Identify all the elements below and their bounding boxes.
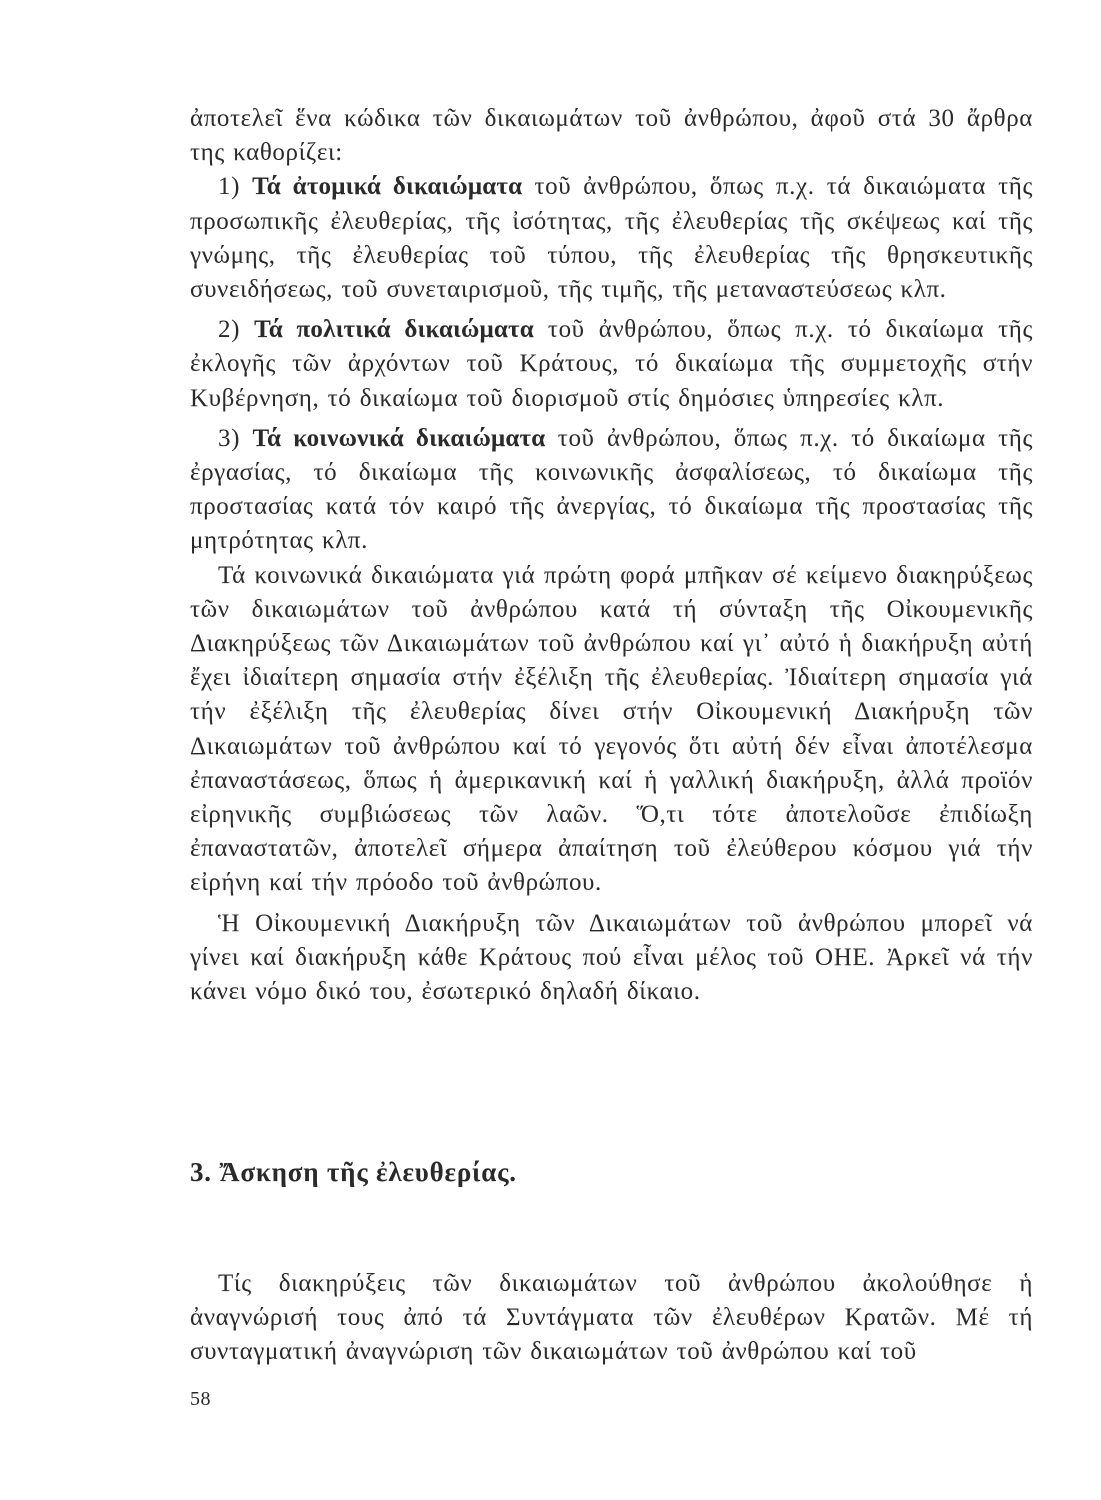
list-item-text: τοῦ ἀνθρώπου, ὅπως π.χ. τά δικαιώματα τῆς προσωπικῆς ἐλευθερίας, τῆς ἰσότητας, τῆς ἐλευθερίας τῆς σκέψεως καί τῆς γνώμης, τῆς ἐλευθερίας τοῦ τύπου, τῆς ἐλευθερίας τῆς θρησκευτικῆς συνειδήσεως, τοῦ συνεταιρισμοῦ, τῆς τιμῆς, τῆς μεταναστεύσεως κλπ. — [190, 173, 1033, 304]
list-item-number: 2) — [218, 316, 255, 344]
list-item-political-rights — [190, 313, 1033, 416]
section-heading: 3. Ἄσκηση τῆς ἐλευθερίας. — [190, 1157, 517, 1187]
list-item-term: Τά πολιτικά δικαιώματα — [254, 316, 534, 344]
list-item-number: 3) — [218, 424, 253, 452]
list-item-individual-rights — [190, 170, 1033, 307]
section-body-text — [190, 1267, 1033, 1370]
list-item-text: τοῦ ἀνθρώπου, ὅπως π.χ. τό δικαίωμα τῆς ἐργασίας, τό δικαίωμα τῆς κοινωνικῆς ἀσφαλίσεως, τό δικαίωμα τῆς προστασίας κατά τόν καιρό τῆς ἀνεργίας, τό δικαίωμα τῆς προστασίας τῆς μητρότητας κλπ. — [190, 424, 1033, 555]
social-rights-paragraph: Τά κοινωνικά δικαιώματα γιά πρώτη φορά μπῆκαν σέ κείμενο διακηρύξεως τῶν δικαιωμάτων τοῦ ἀνθρώπου κατά τή σύνταξη τῆς Οἰκουμενικῆς Διακηρύξεως τῶν Δικαιωμάτων τοῦ ἀνθρώπου καί γι᾿ αὐτό ἡ διακήρυξη αὐτή ἔχει ἰδιαίτερη σημασία στήν ἐξέλιξη τῆς ἐλευθερίας. Ἰδιαίτερη σημασία γιά τήν ἐξέλιξη τῆς ἐλευθερίας δίνει στήν Οἰκουμενική Διακήρυξη τῶν Δικαιωμάτων τοῦ ἀνθρώπου καί τό γεγονός ὅτι αὐτή δέν εἶναι ἀποτέλεσμα ἐπαναστάσεως, ὅπως ἡ ἀμερικανική καί ἡ γαλλική διακήρυξη, ἀλλά προϊόν εἰρηνικῆς συμβιώσεως τῶν λαῶν. Ὅ,τι τότε ἀποτελοῦσε ἐπιδίωξη ἐπαναστατῶν, ἀποτελεῖ σήμερα ἀπαίτηση τοῦ ἐλεύθερου κόσμου γιά τήν εἰρήνη καί τήν πρόοδο τοῦ ἀνθρώπου. — [190, 561, 1033, 897]
list-item-term: Τά ἀτομικά δικαιώματα — [252, 173, 523, 201]
list-item-term: Τά κοινωνικά δικαιώματα — [252, 424, 546, 452]
list-item-text: τοῦ ἀνθρώπου, ὅπως π.χ. τό δικαίωμα τῆς ἐκλογῆς τῶν ἀρχόντων τοῦ Κράτους, τό δικαίωμα τῆς συμμετοχῆς στήν Κυβέρνηση, τό δικαίωμα τοῦ διορισμοῦ στίς δημόσιες ὑπηρεσίες κλπ. — [190, 316, 1033, 412]
list-item-number: 1) — [218, 173, 253, 201]
section-paragraph: Τίς διακηρύξεις τῶν δικαιωμάτων τοῦ ἀνθρώπου ἀκολούθησε ἡ ἀναγνώρισή τους ἀπό τά Συντάγματα τῶν ἐλευθέρων Κρατῶν. Μέ τή συνταγματική ἀναγνώριση τῶν δικαιωμάτων τοῦ ἀνθρώπου καί τοῦ — [190, 1270, 1033, 1366]
list-item-social-rights — [190, 422, 1033, 559]
intro-paragraph: ἀποτελεῖ ἕνα κώδικα τῶν δικαιωμάτων τοῦ ἀνθρώπου, ἀφοῦ στά 30 ἄρθρα της καθορίζει: — [190, 105, 1033, 167]
universal-declaration-paragraph: Ἡ Οἰκουμενική Διακήρυξη τῶν Δικαιωμάτων τοῦ ἀνθρώπου μπορεῖ νά γίνει καί διακήρυξη κάθε Κράτους πού εἶναι μέλος τοῦ ΟΗΕ. Ἀρκεῖ νά τήν κάνει νόμο δικό του, ἐσωτερικό δηλαδή δίκαιο. — [190, 909, 1033, 1006]
page-number: 58 — [190, 1388, 211, 1410]
body-text — [190, 102, 1033, 1009]
